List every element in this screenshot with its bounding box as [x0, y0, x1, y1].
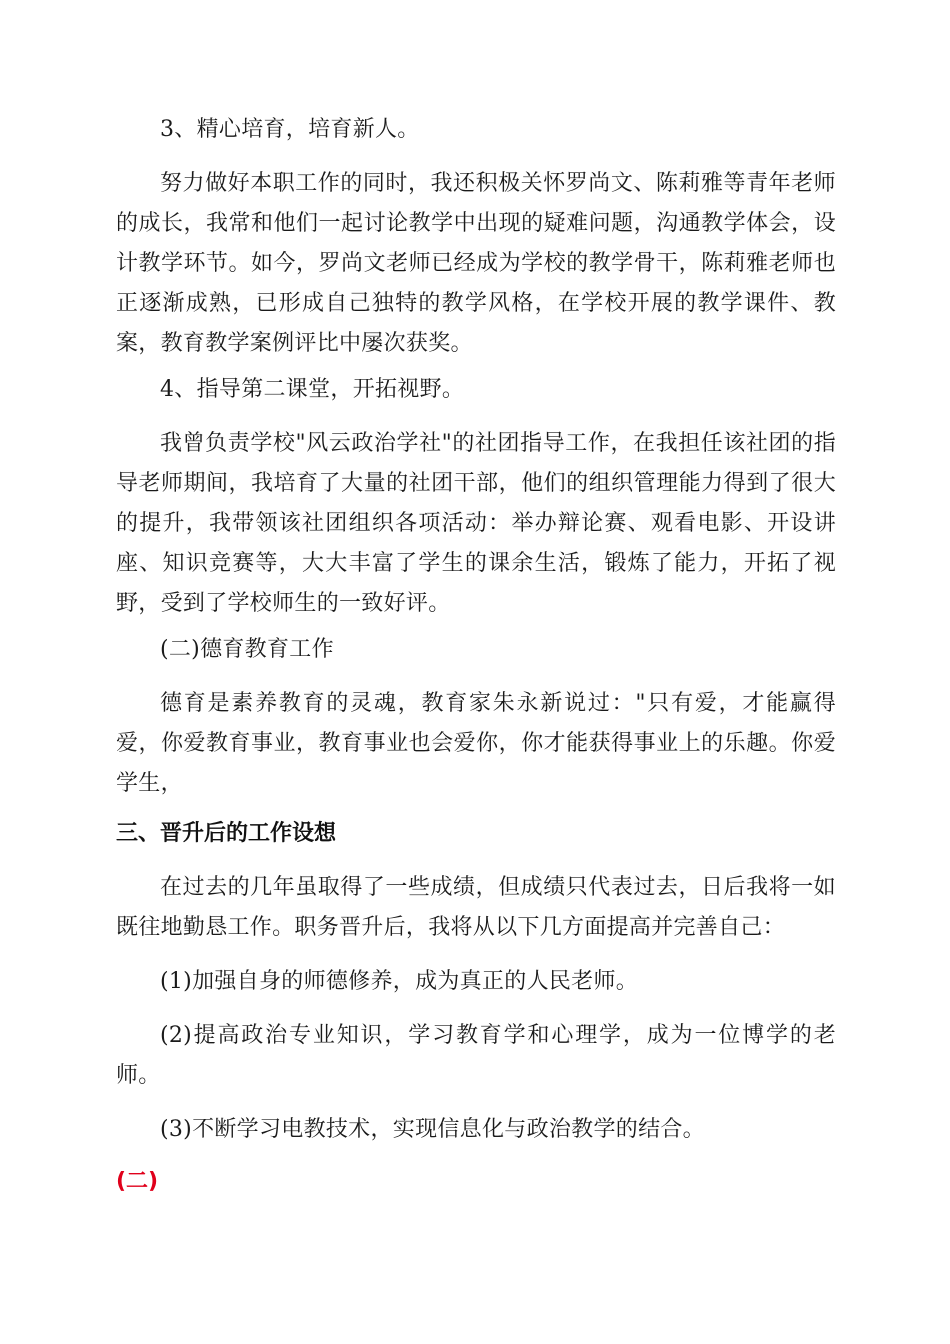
red-section-heading: (二) [116, 1169, 159, 1194]
paragraph-club-guidance: 我曾负责学校"风云政治学社"的社团指导工作，在我担任该社团的指导老师期间，我培育了大量的社团干部，他们的组织管理能力得到了很大的提升，我带领该社团组织各项活动：举办辩论赛、观看电影、开设讲座、知识竞赛等，大大丰富了学生的课余生活，锻炼了能力，开拓了视野，受到了学校师生的一致好评。 [116, 431, 836, 616]
paragraph-moral-education-heading: (二)德育教育工作 [160, 637, 334, 662]
paragraph-item-4-heading: 4、指导第二课堂，开拓视野。 [160, 377, 465, 402]
paragraph-item-3-heading: 3、精心培育，培育新人。 [160, 117, 420, 142]
paragraph-plan-2: (2)提高政治专业知识，学习教育学和心理学，成为一位博学的老师。 [116, 1023, 836, 1088]
paragraph-moral-education: 德育是素养教育的灵魂，教育家朱永新说过："只有爱，才能赢得爱，你爱教育事业，教育事业也会爱你，你才能获得事业上的乐趣。你爱学生， [116, 691, 836, 796]
paragraph-plan-1: (1)加强自身的师德修养，成为真正的人民老师。 [160, 969, 639, 994]
section-heading: 三、晋升后的工作设想 [116, 821, 337, 846]
paragraph-future-plan: 在过去的几年虽取得了一些成绩，但成绩只代表过去，日后我将一如既往地勤恳工作。职务晋升后，我将从以下几方面提高并完善自己： [116, 875, 836, 940]
paragraph-mentoring: 努力做好本职工作的同时，我还积极关怀罗尚文、陈莉雅等青年老师的成长，我常和他们一起讨论教学中出现的疑难问题，沟通教学体会，设计教学环节。如今，罗尚文老师已经成为学校的教学骨干，陈莉雅老师也正逐渐成熟，已形成自己独特的教学风格，在学校开展的教学课件、教案，教育教学案例评比中屡次获奖。 [116, 171, 836, 356]
paragraph-plan-3: (3)不断学习电教技术，实现信息化与政治教学的结合。 [160, 1117, 705, 1142]
